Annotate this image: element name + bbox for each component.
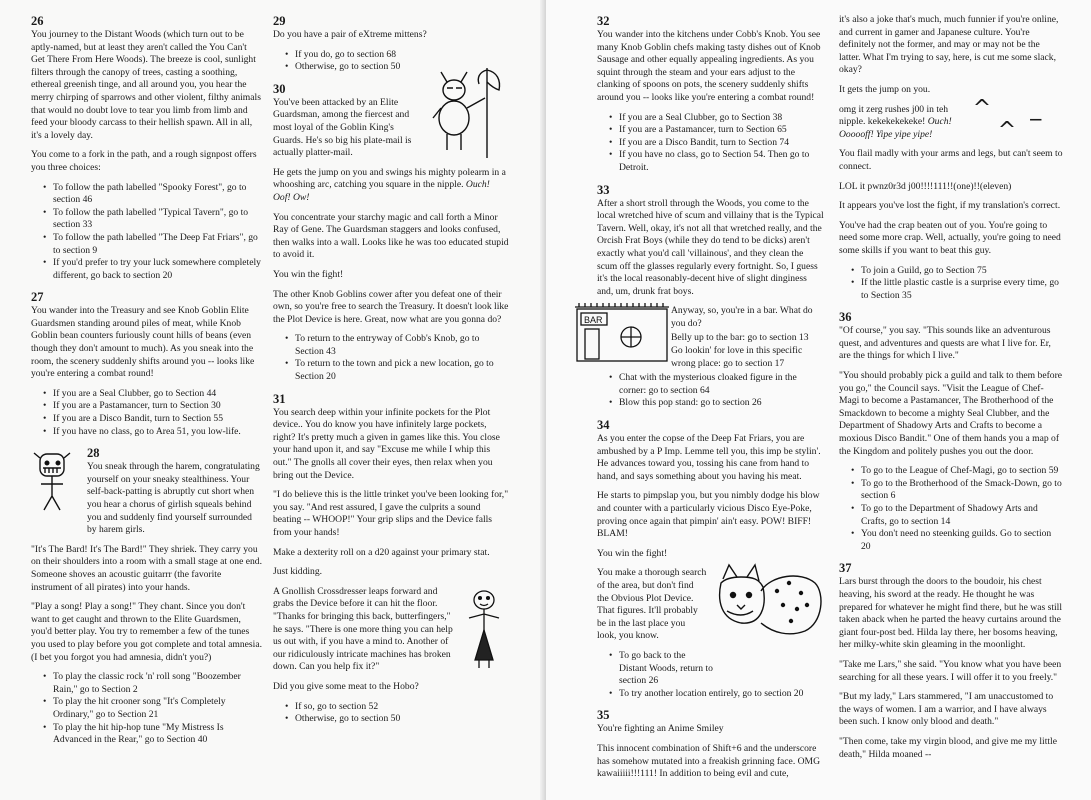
choice-list [597,688,825,701]
paragraph: You concentrate your starchy magic and call forth a Minor Ray of Gene. The Guardsman staggers and looks confused, then walks into a wall. Looks like he was too educated stupid to avoid it. [273,211,509,261]
section-number: 26 [31,14,44,28]
paragraph: As you enter the copse of the Deep Fat Friars, you are ambushed by a P Imp. Lemme tell you, this imp be stylin'. He advances toward you, tossing his cane from hand to hand, and says something about you having his meat. [597,433,821,482]
choice-item: • You don't need no steenking guilds. Go to section 20 [853,528,1063,553]
choice-item: • To go to the Department of Shadowy Arts and Crafts, go to section 14 [853,503,1063,528]
bar-sign-text: BAR [584,315,603,326]
paragraph: "But my lady," Lars stammered, "I am unaccustomed to the ways of women. I am a warrior, and I have always been such. I know only blood and death." [839,691,1054,728]
choice-item: • Otherwise, go to section 50 [287,713,509,726]
paragraph: You win the fight! [273,268,344,280]
section-30 [273,82,509,384]
choice-item: • If you do, go to section 68 [287,49,509,62]
section-26 [31,14,263,282]
paragraph [273,167,509,205]
choice-item: • If you are a Pastamancer, turn to Section 65 [611,124,825,137]
paragraph: Make a dexterity roll on a d20 against your primary stat. [273,546,490,558]
paragraph: It appears you've lost the fight, if my translation's correct. [839,200,1061,212]
choice-item: • To go back to the Distant Woods, return to section 26 [611,650,715,688]
paragraph: You journey to the Distant Woods (which turn out to be aptly-named, but at least they aren't called the You Can't Get There From Here Woods). The breeze is cool, sunlight filters through the canopy of trees, casting a soothing, ethereal greenish tinge, and all around you, you hear the merry chirping of sparrows and other violent, filthy animals that would no doubt love to tear you limb from limb and feed your bloody carcass to their hellish spawn. All in all, it's a lovely day. [31,29,261,141]
choice-item: • If you are a Disco Bandit, turn to Section 74 [611,137,825,150]
paragraph: "Take me Lars," she said. "You know what you have been searching for all these years. I will offer it to you freely." [839,658,1062,683]
section-number: 34 [597,418,610,433]
paragraph: You come to a fork in the path, and a rough signpost offers you three choices: [31,149,257,173]
choice-item: • Otherwise, go to section 50 [287,61,509,74]
exclamation: Ouch! Oooooff! Yipe yipe yipe! [839,116,952,140]
paragraph: You've been attacked by an Elite Guardsman, among the fiercest and most loyal of the Goblin King's Guards. He's so big his plate-mail is actually platter-mail. [273,96,412,159]
paragraph: A Gnollish Crossdresser leaps forward and grabs the Device before it can hit the floor. "Thanks for bringing this back, butterfingers," he says. "There is one more thing you can help us out with, if you have a mind to. Another of our ridiculously intricate machines has broken down. Can you help fix it?" [273,585,453,673]
choice-list [839,465,1063,553]
paragraph: Just kidding. [273,566,323,578]
column-2 [273,14,509,734]
paragraph: You wander into the kitchens under Cobb's Knob. You see many Knob Goblin chefs making tasty dishes out of Knob Sausage and other equally appealing ingredients. As you squint through the steam and your ears adjust to the clanking of spoons on pots, the scenery suddenly shifts around you -- looks like you're entering a combat round! [597,29,821,103]
gnoll-doodle-icon [459,588,509,670]
section-number: 31 [273,391,286,406]
choice-item: • If you are a Pastamancer, turn to Section 30 [45,400,263,413]
choice-item: • To return to the town and pick a new location, go to Section 20 [287,358,509,383]
column-3 [584,14,825,788]
paragraph: "Play a song! Play a song!" They chant. Since you don't want to get caught and thrown to the Elite Guardsmen, you'd better play. You try to remember a few of the tunes you used to play before you got complete and total amnesia. (I bet you forgot you had amnesia, didn't you?) [31,601,262,663]
section-number: 30 [273,81,286,96]
paragraph: "Then come, take my virgin blood, and give me my little death," Hilda moaned -- [839,735,1057,760]
choice-plain: Go lookin' for love in this specific wrong place: go to section 17 [671,345,803,369]
choice-item: • To try another location entirely, go to section 20 [611,688,825,701]
choice-list [31,671,263,747]
left-page [0,0,545,800]
section-34 [597,418,825,700]
choice-item: • To go to the League of Chef-Magi, go to section 59 [853,465,1063,478]
paragraph: Do you have a pair of eXtreme mittens? [273,29,427,40]
right-page [546,0,1091,800]
section-36 [839,310,1063,553]
paragraph: You search deep within your infinite pockets for the Plot device.. You do know you have infinitely large pockets, right? It's pretty much a given in games like this. You close your hand upon it, and say "Excuse me while I whip this out." The gnolls all cover their eyes, then relax when you bring out the Device. [273,406,500,481]
choice-item: • If you are a Seal Clubber, go to Section 44 [45,388,263,401]
choice-item: • To return to the entryway of Cobb's Knob, go to Section 43 [287,333,509,358]
paragraph: You've had the crap beaten out of you. You're going to need some more crap. Well, actually, you're going to need some skills if you want to beat this guy. [839,219,1061,256]
choice-item: • To play the hit hip-hop tune "My Mistress Is Advanced in the Rear," go to Section 40 [45,722,263,747]
choice-item: • Blow this pop stand: go to section 26 [611,397,825,410]
exclamation: Ouch! Oof! Ow! [273,179,490,203]
choice-item: • If you'd prefer to try your luck somewhere completely different, go back to section 20 [45,257,263,282]
section-31 [273,392,509,726]
choice-item: • If you are a Disco Bandit, turn to Section 55 [45,413,263,426]
column-4 [839,14,1063,768]
choice-item: • To follow the path labelled "Spooky Forest", go to section 46 [45,182,263,207]
choice-list [31,182,263,283]
choice-list [31,388,263,438]
choice-item: • If you have no class, go to Area 51, you low-life. [45,426,263,439]
section-number: 27 [31,290,44,305]
choice-list [839,265,1063,303]
section-number: 29 [273,14,286,28]
paragraph: You make a thorough search of the area, but don't find the Obvious Plot Device. That figures. It'll probably be in the last place you look, you know. [597,567,707,642]
choice-list [273,333,509,383]
section-28 [31,446,263,746]
paragraph: You win the fight! [597,547,668,559]
choice-item: • Chat with the mysterious cloaked figure in the corner: go to section 64 [611,372,825,397]
paragraph: Did you give some meat to the Hobo? [273,680,419,692]
choice-plain: Belly up to the bar: go to section 13 [671,332,809,344]
paragraph: He starts to pimpslap you, but you nimbly dodge his blow and counter with a particularly vicious Disco Eye-Poke, proving once again that pimpin' ain't easy. POW! BIFF! BLAM! [597,490,820,540]
choice-item: • If you are a Seal Clubber, go to Section 38 [611,112,825,125]
paragraph: Lars burst through the doors to the boudoir, his chest heaving, his sword at the ready. He thought he was prepared for whatever he might find there, but he was still taken aback when he parted the heavy curtains around the giant four-post bed. Hilda lay there, her bosoms heaving, her milky-white skin gleaming in the moonlight. [839,576,1062,651]
choice-item: • To follow the path labelled "Typical Tavern", go to section 33 [45,207,263,232]
choice-list [273,701,509,726]
choice-item: • To follow the path labelled "The Deep Fat Friars", go to section 9 [45,232,263,257]
guardsman-doodle-icon [427,64,509,160]
section-number: 32 [597,14,610,28]
paragraph-text: omg it zerg rushes j00 in teh nipple. kekekekekeke! [839,103,949,128]
paragraph: After a short stroll through the Woods, you come to the local wretched hive of scum and villainy that is the Typical Tavern. Well, okay, it's not all that wretched really, and the Orcish Frat Boys (while they do tend to be dicks) aren't exactly what you'd call 'villainous', and they clean the scum off the glasses regularly every fortnight. So, I guess it's the local reasonably-decent hive of slight dinginess and, um, drunk frat boys. [597,197,824,297]
choice-item: • If so, go to section 52 [287,701,509,714]
paragraph: "It's The Bard! It's The Bard!" They shriek. They carry you on their shoulders into a room with a small stage at one end. Someone shoves an acoustic guitarrr (the favorite instrument of all pirates) into your hands. [31,543,262,593]
choice-list [597,112,825,175]
section-35 [597,708,825,780]
bar-building-doodle-icon [571,301,673,363]
cat-doodle-icon [713,561,825,643]
column-1 [31,14,263,755]
choice-item: • To play the classic rock 'n' roll song "Boozember Rain," go to Section 2 [45,671,263,696]
paragraph: You wander into the Treasury and see Knob Goblin Elite Guardsmen standing around piles of meat, while Knob Goblin bean counters furiously count hills of beans (even though they don't amount to much). As you sneak into the room, the scenery suddenly shifts around you -- looks like you're entering a combat round! [31,305,255,380]
choice-item: • If the little plastic castle is a surprise every time, go to Section 35 [853,277,1063,302]
section-number: 28 [87,446,100,461]
choice-item: • If you have no class, go to Section 54. Then go to Detroit. [611,149,825,174]
paragraph: "I do believe this is the little trinket you've been looking for," you say. "And rest assured, I gave the culprits a sound beating -- WHOOP!" Your grip slips and the Device falls from your hands! [273,489,509,538]
choice-list [597,650,825,688]
paragraph: You're fighting an Anime Smiley [597,723,724,735]
choice-item: • To play the hit crooner song "It's Completely Ordinary," go to Section 21 [45,696,263,721]
choice-list [597,372,825,410]
paragraph: You sneak through the harem, congratulating yourself on your sneaky stealthiness. Your self-back-patting is abruptly cut short when you hear a chorus of girlish squeals behind you and suddenly find yourself surrounded by harem girls. [87,461,260,536]
paragraph: It gets the jump on you. [839,83,931,95]
paragraph: it's also a joke that's much, much funnier if you're online, and current in gamer and Japanese culture. You're definitely not the former, and may or may not be the latter. What I'm trying to say, here, is cut me some slack, okay? [839,14,1059,76]
paragraph: Anyway, so, you're in a bar. What do you do? [671,305,813,329]
paragraph: The other Knob Goblins cower after you defeat one of their own, so you're free to search the Treasury. It doesn't look like the Plot Device is here. Great, now what are you gonna do? [273,288,509,325]
paragraph: "You should probably pick a guild and talk to them before you go," the Council says. "Visit the League of Chef-Magi to become a Pastamancer, The Brotherhood of the Smackdown to become a mighty Seal Clubber, and the Department of Shadowy Arts and Crafts to become a moxious Disco Bandit." One of them hands you a map of the Kingdom and politely pushes you out the door. [839,370,1063,457]
paragraph: This innocent combination of Shift+6 and the underscore has somehow mutated into a freakish grinning face. OMG kawaiiiii!!!111! In addition to being evil and cute, [597,742,820,780]
goblin-doodle-icon [31,450,79,516]
section-number: 36 [839,310,852,325]
choice-item: • To join a Guild, go to Section 75 [853,265,1063,278]
section-37 [839,561,1063,761]
paragraph-text: He gets the jump on you and swings his mighty polearm in a whooshing arc, catching you square in the nipple. [273,166,506,191]
section-number: 35 [597,708,610,723]
anime-smiley-icon: ^ _ ^ [972,95,1058,143]
section-32 [597,14,825,175]
choice-item: • To go to the Brotherhood of the Smack-Down, go to section 6 [853,478,1063,503]
section-33 [584,182,825,411]
paragraph: "Of course," you say. "This sounds like an adventurous quest, and adventures and quests are what I live for. Er, are the things for which I live." [839,325,1051,362]
section-number: 33 [597,182,610,197]
paragraph: You flail madly with your arms and legs, but can't seem to connect. [839,148,1063,172]
section-27 [31,290,263,438]
section-number: 37 [839,561,852,576]
paragraph: LOL it pwnz0r3d j00!!!!111!!(one)!!(eleven) [839,180,1012,192]
